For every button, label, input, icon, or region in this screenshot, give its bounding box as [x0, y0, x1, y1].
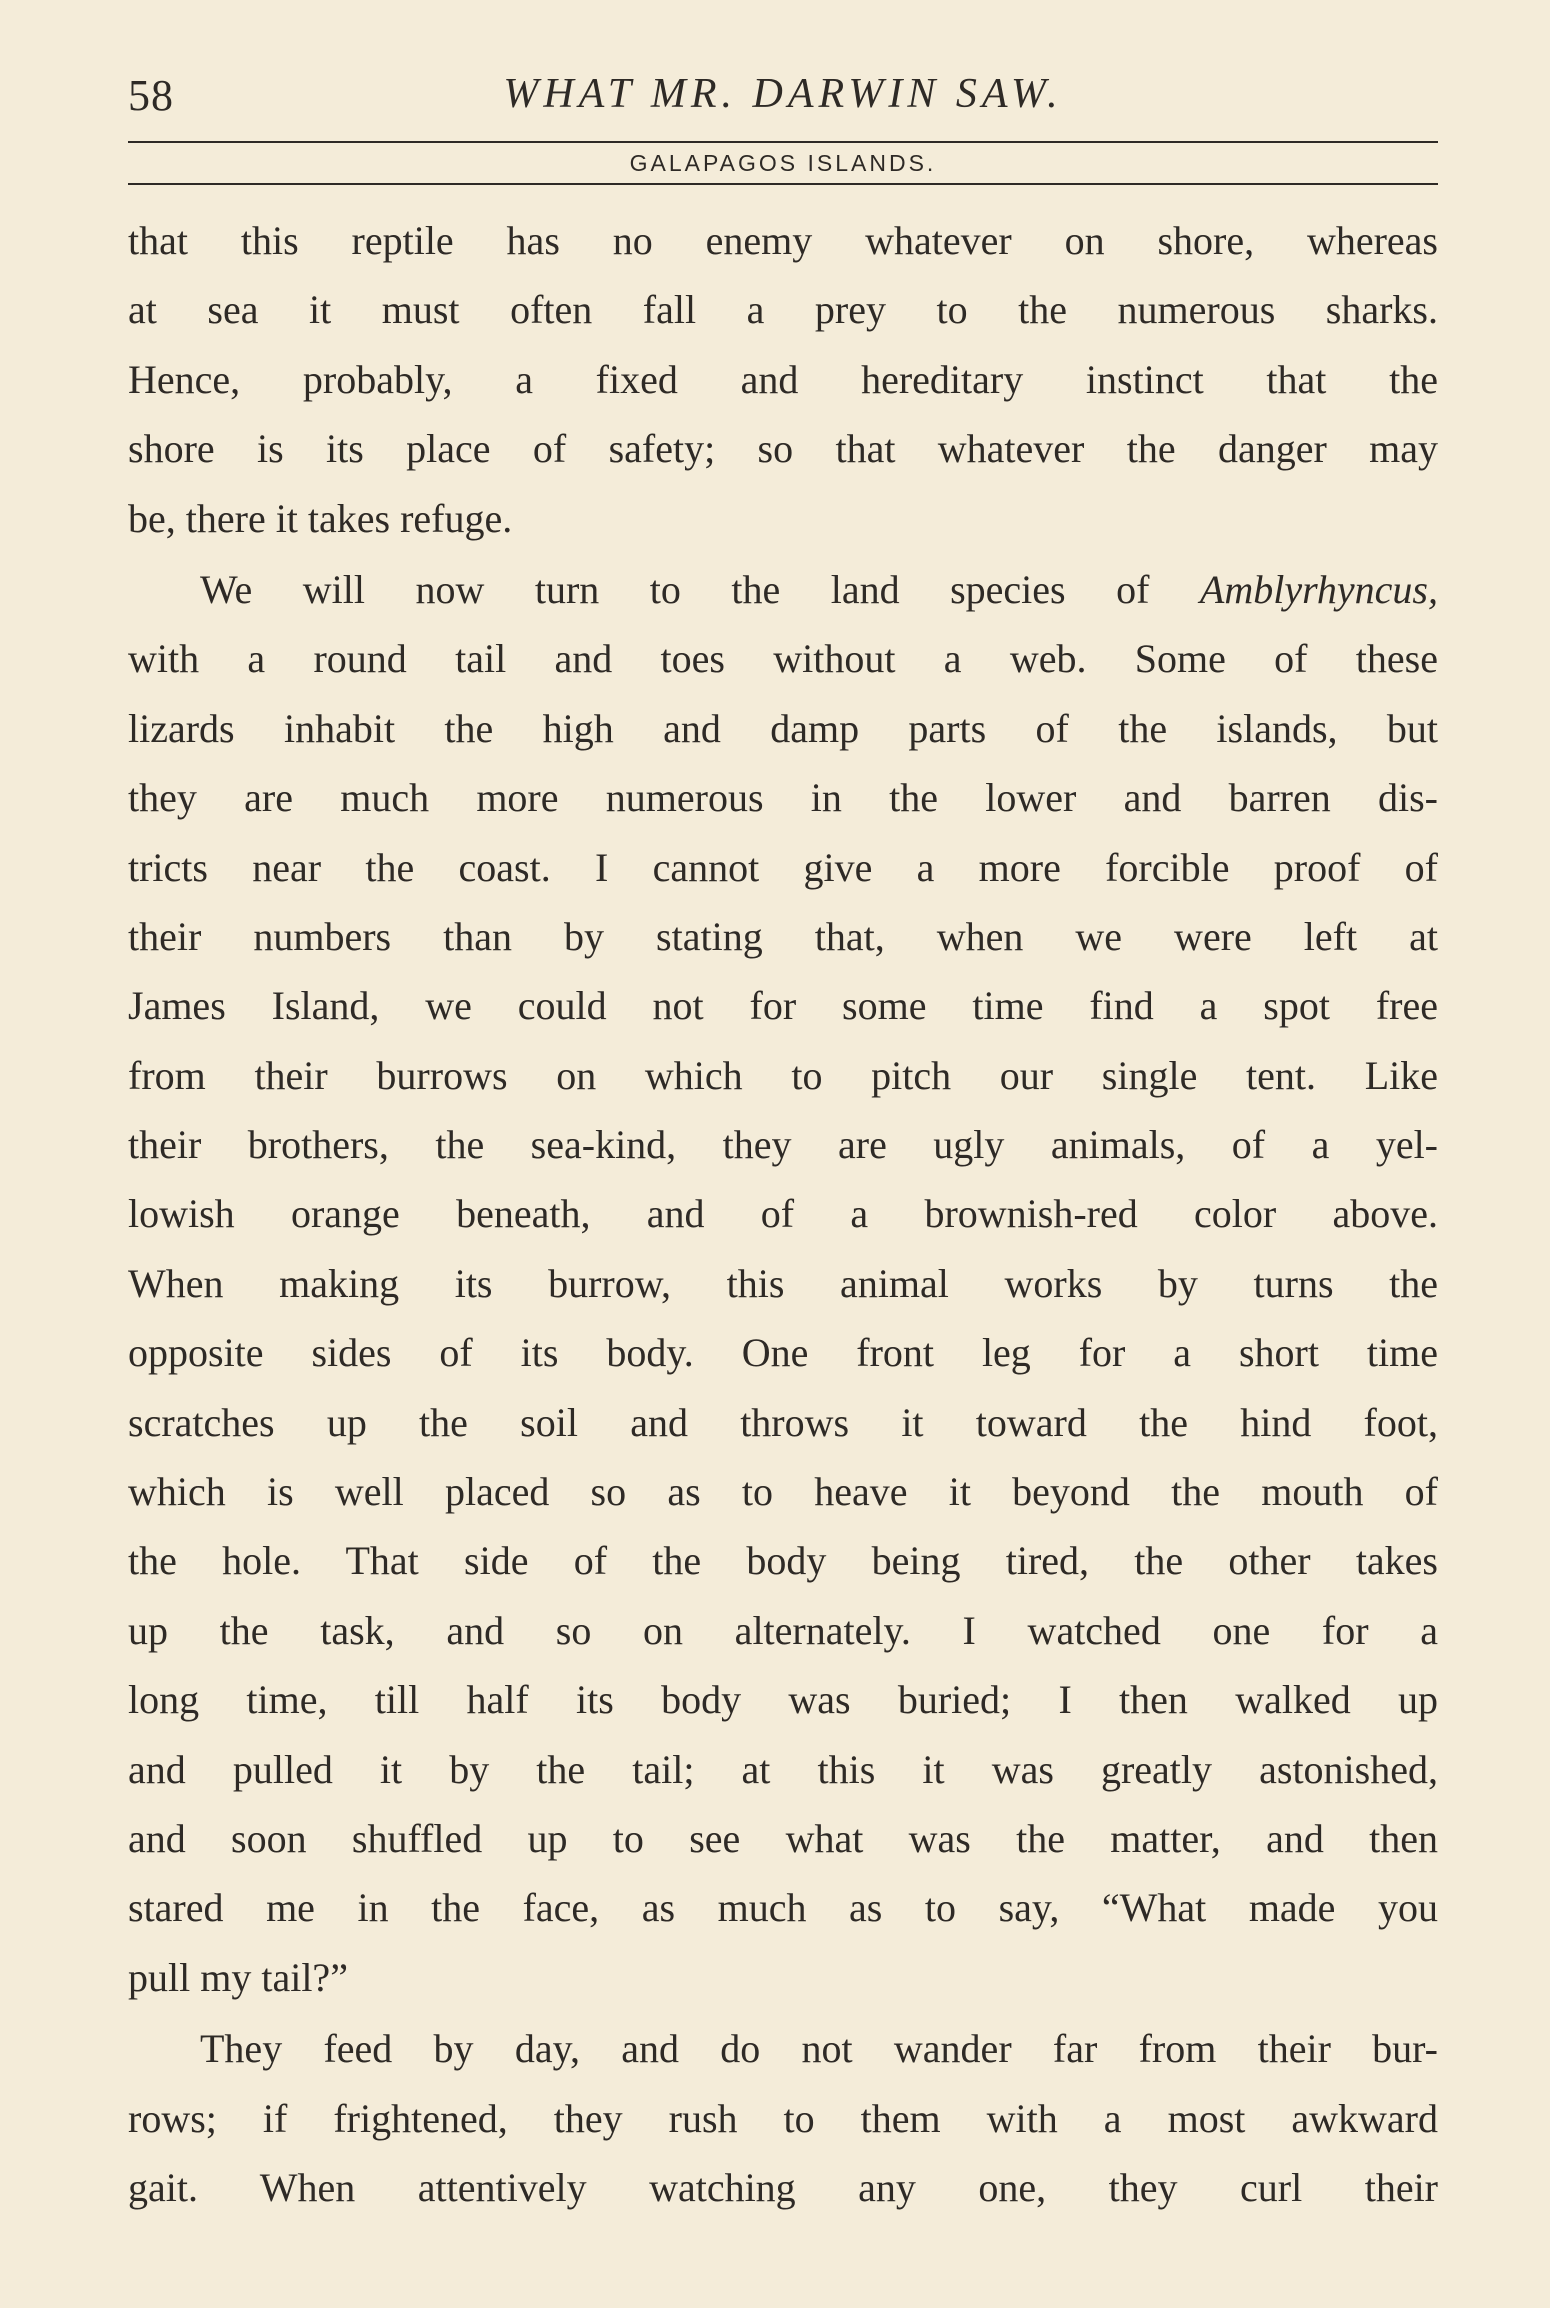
page-number: 58 [128, 71, 174, 120]
text-line: be, there it takes refuge. [128, 495, 513, 541]
text-line: long time, till half its body was buried; I then walked up [128, 1677, 1438, 1723]
text-line: which is well placed so as to heave it beyond the mouth of [128, 1469, 1438, 1515]
header-rule-bottom [128, 183, 1438, 185]
text-line: shore is its place of safety; so that whatever the danger may [128, 426, 1438, 472]
text-line: up the task, and so on alternately. I watched one for a [128, 1607, 1438, 1653]
text-line: pull my tail?” [128, 1954, 348, 2000]
text-line: lizards inhabit the high and damp parts of the islands, but [128, 705, 1438, 751]
species-name: Amblyrhyncus, [1199, 566, 1438, 612]
text-line: the hole. That side of the body being tired, the other takes [128, 1538, 1438, 1584]
running-head [128, 66, 1438, 130]
text-line: rows; if frightened, they rush to them with a most awkward [128, 2095, 1438, 2141]
text-run: We will now turn to the land species of [200, 566, 1200, 612]
text-line-first [128, 555, 1438, 624]
text-line: opposite sides of its body. One front leg for a short time [128, 1330, 1438, 1376]
text-line: Hence, probably, a fixed and hereditary instinct that the [128, 356, 1438, 402]
text-line: that this reptile has no enemy whatever on shore, whereas [128, 218, 1438, 263]
text-line: lowish orange beneath, and of a brownish-red color above. [128, 1191, 1438, 1237]
text-line-first: They feed by day, and do not wander far from their bur- [200, 2026, 1438, 2072]
text-line: from their burrows on which to pitch our single tent. Like [128, 1052, 1438, 1098]
text-line: scratches up the soil and throws it toward the hind foot, [128, 1399, 1438, 1445]
text-line: at sea it must often fall a prey to the numerous sharks. [128, 287, 1438, 333]
text-line: their numbers than by stating that, when we were left at [128, 913, 1438, 959]
book-title: WHAT MR. DARWIN SAW. [503, 71, 1063, 117]
section-heading: GALAPAGOS ISLANDS. [629, 150, 937, 176]
text-line: gait. When attentively watching any one, they curl their [128, 2164, 1438, 2210]
text-line: with a round tail and toes without a web. Some of these [128, 636, 1438, 682]
text-line: and soon shuffled up to see what was the matter, and then [128, 1815, 1438, 1861]
header-rule-top [128, 141, 1438, 143]
body-text [128, 206, 1438, 2222]
text-line: they are much more numerous in the lower and barren dis- [128, 775, 1438, 821]
text-line: stared me in the face, as much as to say, “What made you [128, 1885, 1438, 1931]
text-line: and pulled it by the tail; at this it was greatly astonished, [128, 1746, 1438, 1792]
text-line: James Island, we could not for some time find a spot free [128, 983, 1438, 1029]
text-line: their brothers, the sea-kind, they are ugly animals, of a yel- [128, 1122, 1438, 1168]
text-line: tricts near the coast. I cannot give a more forcible proof of [128, 844, 1438, 890]
text-line: When making its burrow, this animal works by turns the [128, 1260, 1438, 1306]
